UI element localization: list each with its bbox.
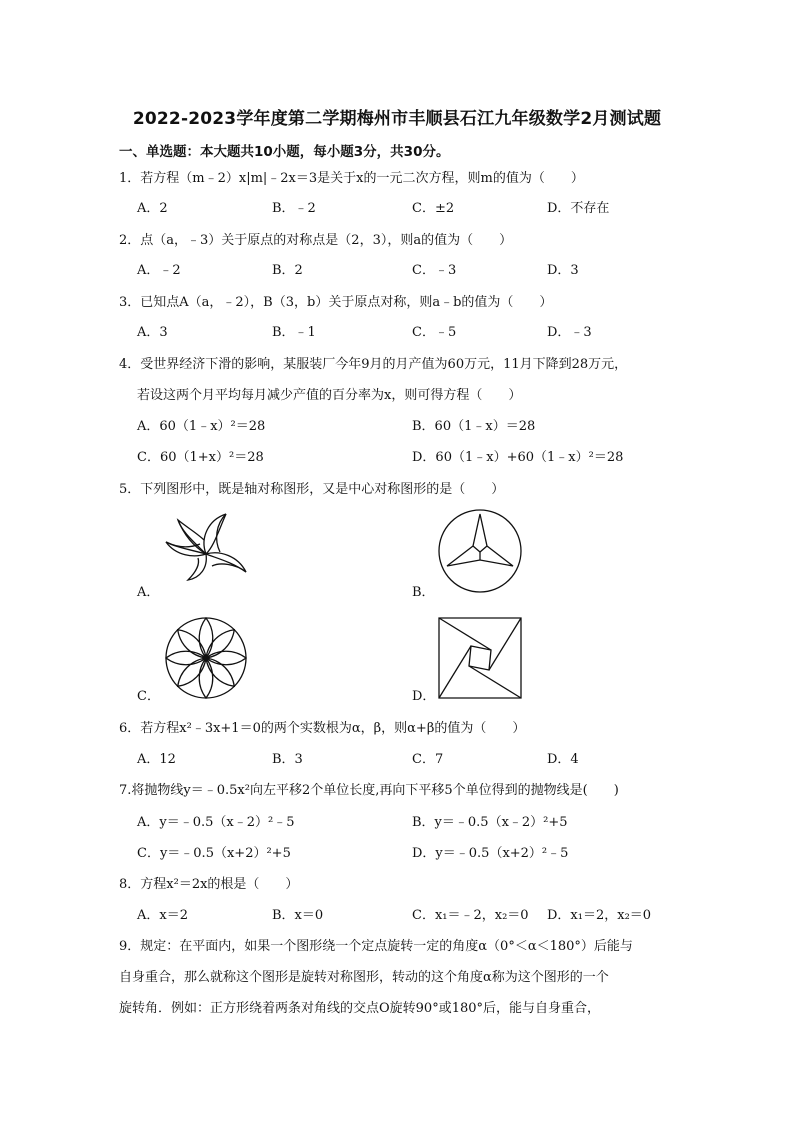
question-6-option-a: A．12 [137, 752, 176, 767]
page-title: 2022-2023学年度第二学期梅州市丰顺县石江九年级数学2月测试题 [132, 109, 662, 129]
question-2-option-c: C．﹣3 [412, 263, 457, 278]
question-6-stem: 6．若方程x²﹣3x+1＝0的两个实数根为α，β，则α+β的值为（ ） [119, 721, 526, 736]
pinwheel-crescents-figure [160, 510, 252, 582]
question-6-option-c: C．7 [412, 752, 444, 767]
square-with-pinwheel-figure [437, 616, 523, 700]
question-2-stem: 2．点（a，﹣3）关于原点的对称点是（2，3），则a的值为（ ） [119, 233, 513, 248]
question-8-option-a: A．x＝2 [137, 908, 188, 923]
question-4-option-b: B．60（1﹣x）＝28 [412, 419, 536, 434]
question-4-stem-line-1: 4．受世界经济下滑的影响，某服装厂今年9月的月产值为60万元，11月下降到28万元， [119, 357, 628, 372]
question-1-option-d: D．不存在 [547, 201, 610, 216]
question-5-stem: 5．下列图形中，既是轴对称图形，又是中心对称图形的是（ ） [119, 482, 505, 497]
question-5-option-a: A． [137, 585, 160, 600]
section-heading: 一、单选题：本大题共10小题，每小题3分，共30分。 [119, 144, 450, 160]
question-7-stem: 7.将抛物线y＝﹣0.5x²向左平移2个单位长度,再向下平移5个单位得到的抛物线是( ) [119, 783, 619, 798]
circle-with-inscribed-triangle-figure [437, 508, 523, 594]
question-8-option-d: D．x₁＝2，x₂＝0 [547, 908, 652, 923]
question-2-option-b: B．2 [272, 263, 303, 278]
question-3-option-a: A．3 [137, 325, 168, 340]
question-3-stem: 3．已知点A（a，﹣2），B（3，b）关于原点对称，则a﹣b的值为（ ） [119, 295, 553, 310]
question-4-option-d: D．60（1﹣x）+60（1﹣x）²＝28 [412, 450, 624, 465]
question-4-option-c: C．60（1+x）²＝28 [137, 450, 264, 465]
question-7-option-a: A．y＝﹣0.5（x﹣2）²﹣5 [137, 815, 295, 830]
question-9-line-2: 自身重合，那么就称这个图形是旋转对称图形，转动的这个角度α称为这个图形的一个 [119, 970, 609, 985]
question-6-option-b: B．3 [272, 752, 303, 767]
question-8-option-c: C．x₁＝﹣2，x₂＝0 [412, 908, 529, 923]
question-9-line-1: 9．规定：在平面内，如果一个图形绕一个定点旋转一定的角度α（0°＜α＜180°）后能与 [119, 939, 633, 954]
question-7-option-c: C．y＝﹣0.5（x+2）²+5 [137, 846, 291, 861]
question-7-option-b: B．y＝﹣0.5（x﹣2）²+5 [412, 815, 568, 830]
circle-with-eight-petals-figure [164, 616, 248, 700]
question-3-option-b: B．﹣1 [272, 325, 316, 340]
question-3-option-c: C．﹣5 [412, 325, 457, 340]
question-9-line-3: 旋转角．例如：正方形绕着两条对角线的交点O旋转90°或180°后，能与自身重合， [119, 1001, 601, 1016]
question-6-option-d: D．4 [547, 752, 579, 767]
question-1-option-c: C．±2 [412, 201, 455, 216]
question-8-option-b: B．x＝0 [272, 908, 324, 923]
question-7-option-d: D．y＝﹣0.5（x+2）²﹣5 [412, 846, 569, 861]
question-1-option-b: B．﹣2 [272, 201, 316, 216]
question-3-option-d: D．﹣3 [547, 325, 592, 340]
question-2-option-d: D．3 [547, 263, 579, 278]
question-8-stem: 8．方程x²＝2x的根是（ ） [119, 877, 299, 892]
question-2-option-a: A．﹣2 [137, 263, 181, 278]
question-5-option-b: B． [412, 585, 435, 600]
question-4-option-a: A．60（1﹣x）²＝28 [137, 419, 266, 434]
question-5-option-c: C． [137, 689, 160, 704]
question-1-stem: 1．若方程（m﹣2）x|m|﹣2x＝3是关于x的一元二次方程，则m的值为（ ） [119, 171, 584, 186]
question-4-stem-line-2: 若设这两个月平均每月减少产值的百分率为x，则可得方程（ ） [137, 388, 522, 403]
question-5-option-d: D． [412, 689, 436, 704]
question-1-option-a: A．2 [137, 201, 168, 216]
